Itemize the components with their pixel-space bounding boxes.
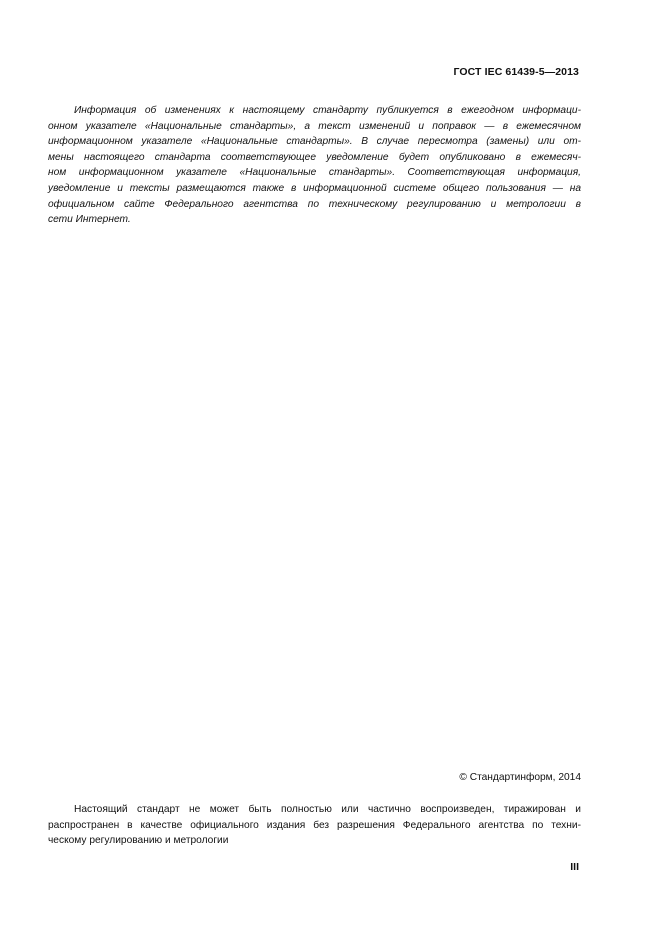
notice-line: онном указателе «Национальные стандарты», а текст изменений и поправок — в ежемесячном (48, 120, 581, 132)
notice-line: сети Интернет. (48, 214, 131, 226)
page-number: III (570, 861, 579, 873)
notice-line: уведомление и тексты размещаются также в информационной системе общего пользования — на (48, 182, 581, 194)
notice-line: ном информационном указателе «Национальные стандарты». Соответствующая информация, (48, 167, 581, 179)
copyright-line: © Стандартинформ, 2014 (459, 772, 581, 783)
legal-line: Настоящий стандарт не может быть полностью или частично воспроизведен, тиражирован и (74, 804, 581, 815)
reproduction-restriction-paragraph (48, 802, 581, 849)
notice-line: мены настоящего стандарта соответствующее уведомление будет опубликовано в ежемесяч- (48, 151, 581, 163)
notice-line: Информация об изменениях к настоящему стандарту публикуется в ежегодном информаци- (74, 105, 581, 116)
notice-line: официальном сайте Федерального агентства по техническому регулированию и метрологии в (48, 198, 581, 210)
notice-line: информационном указателе «Национальные стандарты». В случае пересмотра (замены) или от- (48, 136, 581, 148)
legal-line: распространен в качестве официального издания без разрешения Федерального агентства по техни- (48, 819, 581, 831)
standard-code-header: ГОСТ IEC 61439-5—2013 (453, 66, 579, 78)
legal-line: ческому регулированию и метрологии (48, 835, 229, 847)
amendments-notice-paragraph (48, 103, 581, 228)
